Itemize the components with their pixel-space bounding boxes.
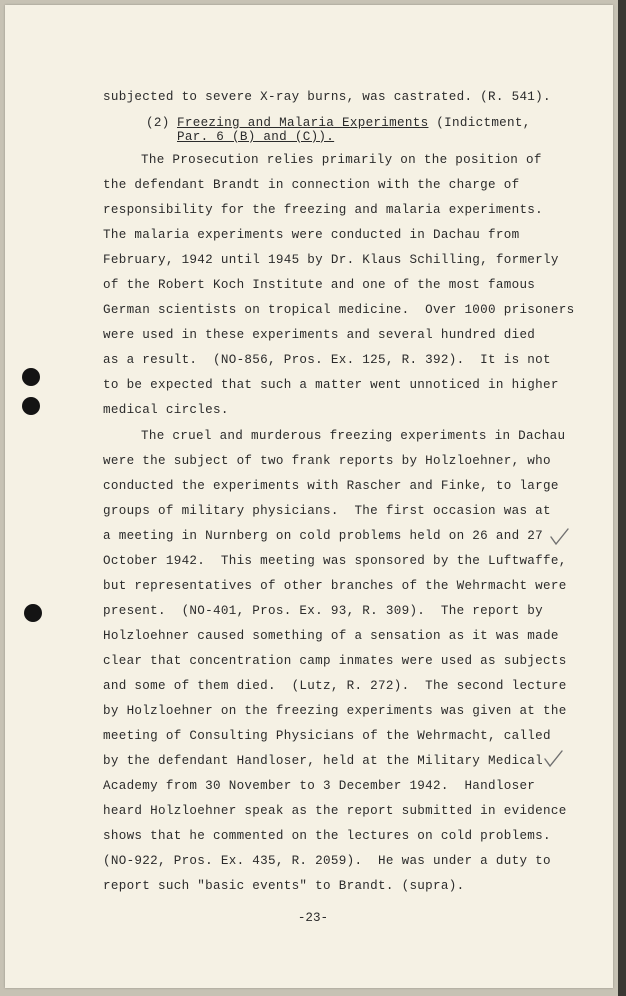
section-number: (2) (146, 116, 170, 130)
text-line: heard Holzloehner speak as the report submitted in evidence (103, 804, 567, 818)
text-line: (NO-922, Pros. Ex. 435, R. 2059). He was under a duty to (103, 854, 551, 868)
text-line: Academy from 30 November to 3 December 1942. Handloser (103, 779, 536, 793)
text-line: groups of military physicians. The first occasion was at (103, 504, 551, 518)
text-line: October 1942. This meeting was sponsored by the Luftwaffe, (103, 554, 567, 568)
page-number: -23- (297, 911, 329, 925)
text-line: February, 1942 until 1945 by Dr. Klaus Schilling, formerly (103, 253, 559, 267)
checkmark-icon (548, 526, 570, 548)
punch-hole (24, 604, 42, 622)
text-line: were the subject of two frank reports by Holzloehner, who (103, 454, 551, 468)
text-line: German scientists on tropical medicine. Over 1000 prisoners (103, 303, 575, 317)
text-line: by the defendant Handloser, held at the Military Medical (103, 754, 544, 768)
text-line: the defendant Brandt in connection with the charge of (103, 178, 520, 192)
punch-hole (22, 397, 40, 415)
checkmark-icon (542, 748, 564, 770)
punch-hole (22, 368, 40, 386)
text-line: report such "basic events" to Brandt. (supra). (103, 879, 465, 893)
text-line: as a result. (NO-856, Pros. Ex. 125, R. 392). It is not (103, 353, 551, 367)
text-line: shows that he commented on the lectures on cold problems. (103, 829, 551, 843)
text-line: conducted the experiments with Rascher and Finke, to large (103, 479, 559, 493)
text-line: a meeting in Nurnberg on cold problems held on 26 and 27 (103, 529, 544, 543)
text-line: medical circles. (103, 403, 229, 417)
text-line: The cruel and murderous freezing experiments in Dachau (141, 429, 566, 443)
text-line: meeting of Consulting Physicians of the Wehrmacht, called (103, 729, 551, 743)
scan-edge (618, 0, 626, 996)
text-line: to be expected that such a matter went unnoticed in higher (103, 378, 559, 392)
text-line: present. (NO-401, Pros. Ex. 93, R. 309). The report by (103, 604, 544, 618)
text-line: by Holzloehner on the freezing experiments was given at the (103, 704, 567, 718)
text-line: The Prosecution relies primarily on the position of (141, 153, 542, 167)
section-title-line1: Freezing and Malaria Experiments (177, 116, 429, 130)
text-line: but representatives of other branches of the Wehrmacht were (103, 579, 567, 593)
text-line: Holzloehner caused something of a sensation as it was made (103, 629, 559, 643)
text-line: were used in these experiments and several hundred died (103, 328, 536, 342)
section-title-line2: Par. 6 (B) and (C)). (177, 130, 335, 144)
text-line: responsibility for the freezing and malaria experiments. (103, 203, 544, 217)
text-line: and some of them died. (Lutz, R. 272). The second lecture (103, 679, 567, 693)
section-heading (177, 116, 531, 130)
text-line: clear that concentration camp inmates were used as subjects (103, 654, 567, 668)
text-line: subjected to severe X-ray burns, was castrated. (R. 541). (103, 90, 551, 104)
text-line: of the Robert Koch Institute and one of the most famous (103, 278, 536, 292)
text-line: The malaria experiments were conducted in Dachau from (103, 228, 520, 242)
section-title-suffix: (Indictment, (428, 116, 531, 130)
